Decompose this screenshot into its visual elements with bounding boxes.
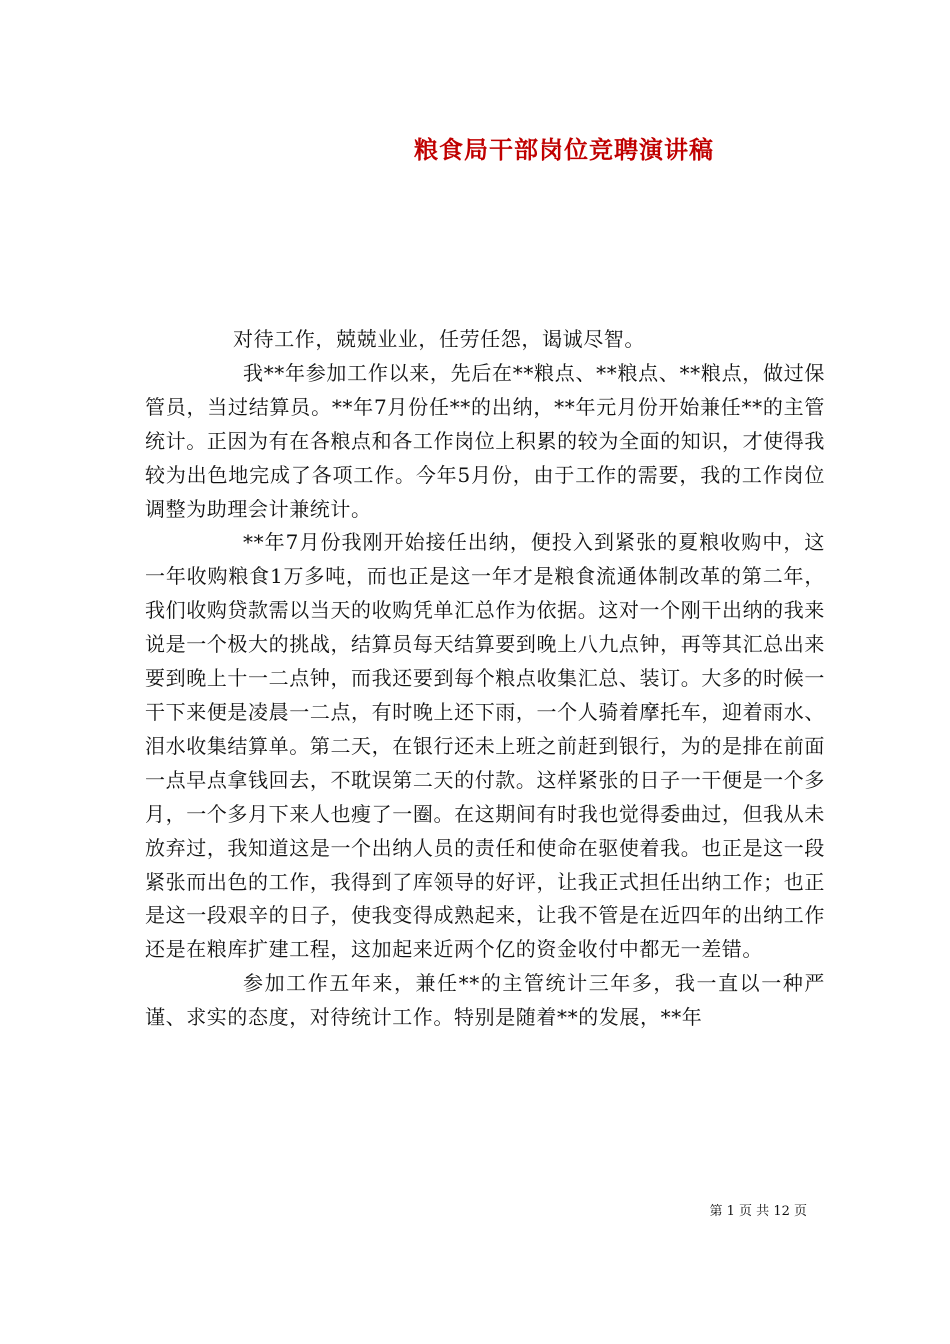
page-title: 粮食局干部岗位竞聘演讲稿 <box>414 135 714 164</box>
paragraph-1: 对待工作，兢兢业业，任劳任怨，谒诚尽智。 <box>233 327 645 351</box>
paragraph-3: **年7月份我刚开始接任出纳，便投入到紧张的夏粮收购中，这一年收购粮食1万多吨，而也正是这一年才是粮食流通体制改革的第二年，我们收购贷款需以当天的收购凭单汇总作为依据。这对一个刚干出纳的我来说是一个极大的挑战，结算员每天结算要到晚上八九点钟，再等其汇总出来要到晚上十一二点钟，而我还要到每个粮点收集汇总、装订。大多的时候一干下来便是凌晨一二点，有时晚上还下雨，一个人骑着摩托车，迎着雨水、泪水收集结算单。第二天，在银行还未上班之前赶到银行，为的是排在前面一点早点拿钱回去，不耽误第二天的付款。这样紧张的日子一干便是一个多月，一个多月下来人也瘦了一圈。在这期间有时我也觉得委曲过，但我从未放弃过，我知道这是一个出纳人员的责任和使命在驱使着我。也正是这一段紧张而出色的工作，我得到了库领导的好评，让我正式担任出纳工作；也正是这一段艰辛的日子，使我变得成熟起来，让我不管是在近四年的出纳工作还是在粮库扩建工程，这加起来近两个亿的资金收付中都无一差错。 <box>145 530 825 962</box>
page-number-footer: 第 1 页 共 12 页 <box>709 1204 807 1219</box>
body-text <box>145 323 825 1035</box>
paragraph-2: 我**年参加工作以来，先后在**粮点、**粮点、**粮点，做过保管员，当过结算员。**年7月份任**的出纳，**年元月份开始兼任**的主管统计。正因为有在各粮点和各工作岗位上积累的较为全面的知识，才使得我较为出色地完成了各项工作。今年5月份，由于工作的需要，我的工作岗位调整为助理会计兼统计。 <box>145 360 825 521</box>
paragraph-4: 参加工作五年来，兼任**的主管统计三年多，我一直以一种严谨、求实的态度，对待统计工作。特别是随着**的发展，**年 <box>145 971 825 1030</box>
